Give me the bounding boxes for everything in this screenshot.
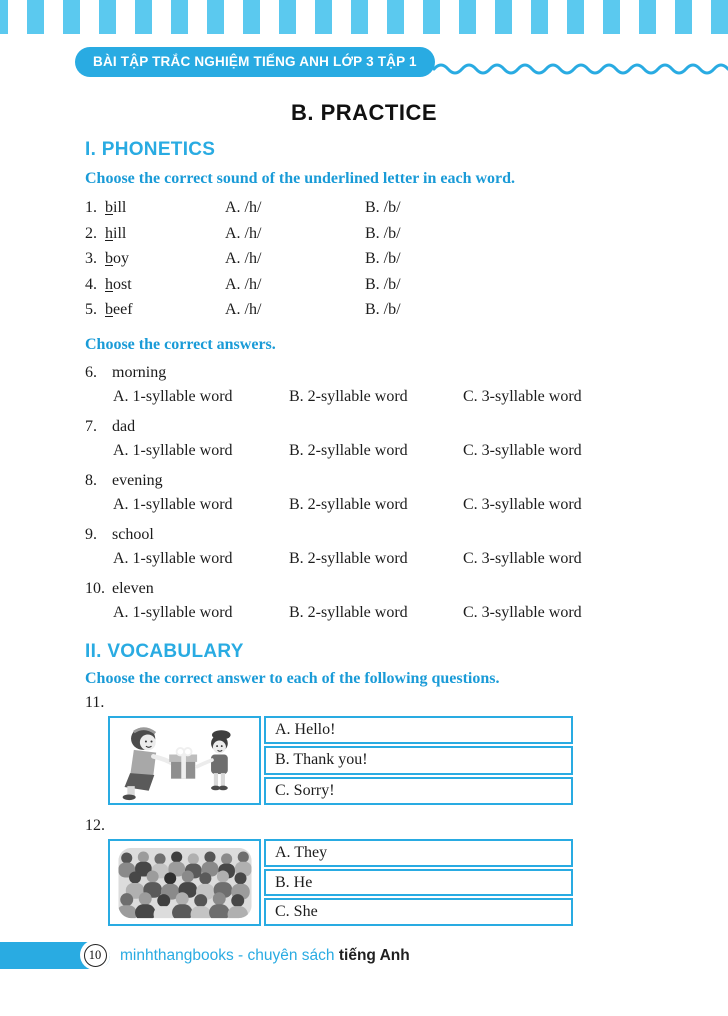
options-line — [85, 496, 685, 518]
phonetics-question — [85, 246, 645, 272]
question-number: 3. — [85, 250, 97, 267]
option-c: C. 3-syllable word — [463, 442, 582, 459]
page-title: B. PRACTICE — [290, 100, 438, 125]
syllable-question — [85, 468, 685, 522]
question-number: 2. — [85, 224, 97, 242]
wavy-line-decoration — [432, 60, 728, 76]
syllable-question — [85, 522, 685, 576]
phonetics-question — [85, 221, 645, 247]
question-word-line: 6. morning — [85, 364, 167, 381]
phonetics-instruction: Choose the correct sound of the underlined letter in each word. — [85, 170, 516, 187]
question-11-image-cell — [108, 716, 261, 805]
question-word: hill — [105, 224, 127, 242]
option-b: B. 2-syllable word — [289, 442, 408, 459]
book-title-badge: BÀI TẬP TRẮC NGHIỆM TIẾNG ANH LỚP 3 TẬP 1 — [75, 47, 435, 77]
option-c: C. 3-syllable word — [463, 604, 582, 621]
section-vocabulary-title: II. VOCABULARY — [85, 641, 244, 662]
option-b: B. /b/ — [365, 224, 401, 242]
question-11-number: 11. — [85, 694, 105, 711]
question-word: beef — [105, 301, 133, 318]
syllable-question-list — [85, 360, 685, 630]
question-word: bill — [105, 199, 127, 216]
question-11-table — [108, 716, 573, 805]
phonetics-question — [85, 195, 645, 221]
page-number-circle — [80, 940, 110, 970]
syllable-instruction: Choose the correct answers. — [85, 336, 276, 353]
footer-brand-bold: tiếng Anh — [338, 947, 410, 964]
option-b: B. 2-syllable word — [289, 496, 408, 513]
footer-brand: minhthangbooks - chuyên sách tiếng Anh — [120, 947, 410, 964]
option-b: B. 2-syllable word — [289, 550, 408, 567]
option-b: B. /b/ — [365, 301, 401, 318]
options-line — [85, 604, 685, 626]
question-word-line: 10. eleven — [85, 580, 154, 597]
option-c: C. She — [264, 898, 573, 926]
page-number: 10 — [84, 944, 107, 967]
option-b: B. /b/ — [365, 250, 401, 267]
phonetics-question — [85, 272, 645, 298]
option-a: A. 1-syllable word — [113, 604, 233, 621]
syllable-question — [85, 414, 685, 468]
option-a: A. Hello! — [264, 716, 573, 744]
option-c: C. Sorry! — [264, 777, 573, 805]
option-a: A. /h/ — [225, 199, 262, 216]
phonetics-question — [85, 297, 645, 323]
option-c: C. 3-syllable word — [463, 388, 582, 405]
option-a: A. /h/ — [225, 301, 262, 318]
option-a: A. 1-syllable word — [113, 496, 233, 513]
option-b: B. 2-syllable word — [289, 388, 408, 405]
crowd-illustration — [115, 846, 255, 920]
syllable-question — [85, 576, 685, 630]
option-a: A. 1-syllable word — [113, 388, 233, 405]
question-number: 1. — [85, 199, 97, 216]
option-b: B. He — [264, 869, 573, 897]
option-a: A. /h/ — [225, 250, 262, 267]
section-phonetics-title: I. PHONETICS — [85, 139, 216, 160]
option-b: B. /b/ — [365, 275, 401, 293]
option-a: A. /h/ — [225, 224, 262, 242]
question-word: boy — [105, 250, 129, 267]
option-c: C. 3-syllable word — [463, 550, 582, 567]
question-word-line: 9. school — [85, 526, 154, 543]
option-a: A. /h/ — [225, 275, 262, 293]
option-a: A. 1-syllable word — [113, 442, 233, 459]
gift-giving-illustration — [114, 721, 256, 801]
question-12-number: 12. — [85, 817, 105, 834]
option-c: C. 3-syllable word — [463, 496, 582, 513]
vocabulary-instruction: Choose the correct answer to each of the following questions. — [85, 670, 500, 687]
option-b: B. /b/ — [365, 199, 401, 216]
top-stripes-decoration — [0, 0, 728, 34]
question-word-line: 8. evening — [85, 472, 163, 489]
question-word: host — [105, 275, 132, 293]
question-number: 5. — [85, 301, 97, 318]
question-12-image-cell — [108, 839, 261, 926]
option-b: B. Thank you! — [264, 746, 573, 774]
options-line — [85, 550, 685, 572]
phonetics-question-list — [85, 195, 645, 323]
option-a: A. 1-syllable word — [113, 550, 233, 567]
options-line — [85, 388, 685, 410]
option-a: A. They — [264, 839, 573, 867]
options-line — [85, 442, 685, 464]
question-12-options — [264, 839, 573, 926]
syllable-question — [85, 360, 685, 414]
question-number: 4. — [85, 275, 97, 293]
question-12-table — [108, 839, 573, 926]
question-word-line: 7. dad — [85, 418, 136, 435]
question-11-options — [264, 716, 573, 805]
option-b: B. 2-syllable word — [289, 604, 408, 621]
